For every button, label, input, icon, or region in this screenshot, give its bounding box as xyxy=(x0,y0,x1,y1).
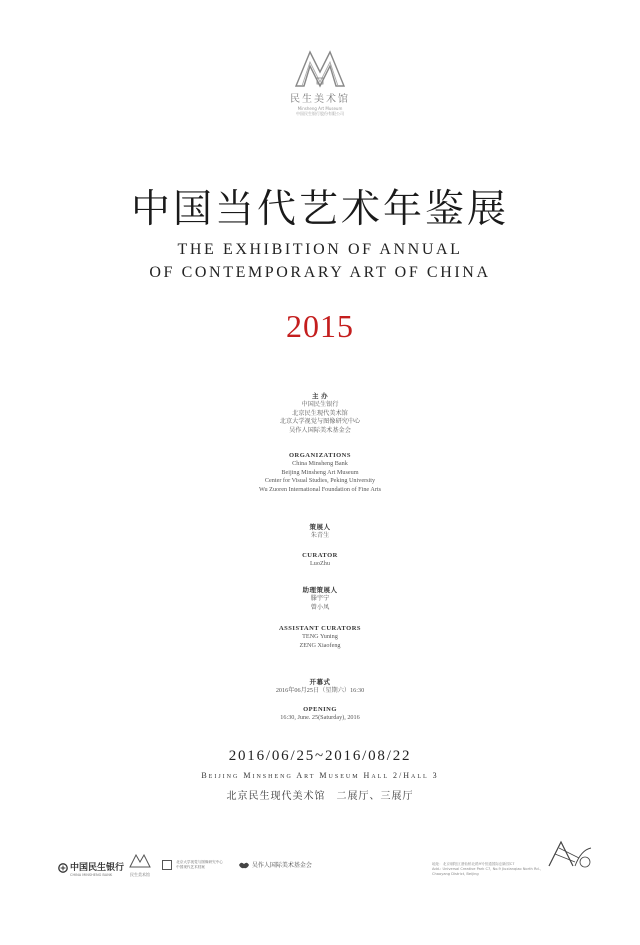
organizers-cn-line: 吴作人国际美术基金会 xyxy=(289,426,351,434)
organizers-cn-heading: 主 办 xyxy=(311,393,329,400)
museum-logo-sub-cn: 中国民生银行股份有限公司 xyxy=(296,111,344,116)
address-line-en: Add.: Universal Creative Park C7, No.9 Jiuxianqiao North Rd., Chaoyang District, Beijing xyxy=(432,867,542,876)
assistant-curators-cn xyxy=(0,586,640,612)
organizers-cn-line: 北京大学视觉与图像研究中心 xyxy=(279,418,361,426)
organizers-en-heading: ORGANIZATIONS xyxy=(288,452,351,459)
opening-en-line: 16:30, June. 25(Saturday), 2016 xyxy=(280,714,360,721)
venue-chinese: 北京民生现代美术馆 二展厅、三展厅 xyxy=(226,791,414,802)
assistant-en-line: TENG Yuning xyxy=(302,633,338,640)
opening-en xyxy=(0,705,640,723)
foundation-name: 吴作人国际美术基金会 xyxy=(251,862,312,869)
museum-logo-mark-icon xyxy=(292,48,348,88)
museum-small-caption: 民生美术馆 xyxy=(130,872,150,877)
opening-cn-heading: 开幕式 xyxy=(309,679,331,686)
curator-cn-line: 朱青生 xyxy=(310,532,330,539)
title-chinese: 中国当代艺术年鉴展 xyxy=(130,187,509,232)
pku-line2: 中国现代艺术档案 xyxy=(176,865,205,869)
title-english-line1: THE EXHIBITION OF ANNUAL xyxy=(177,241,463,258)
sponsor-foundation xyxy=(238,860,312,870)
organizers-en xyxy=(0,451,640,494)
organizers-en-line: Beijing Minsheng Art Museum xyxy=(281,468,359,476)
curator-cn-heading: 策展人 xyxy=(309,524,331,531)
pku-line1: 北京大学视觉与图像研究中心 xyxy=(176,860,223,864)
title-english-line2: OF CONTEMPORARY ART OF CHINA xyxy=(149,264,491,281)
museum-logo-name: 民生美术馆 xyxy=(290,94,350,105)
exhibition-dates: 2016/06/25~2016/08/22 xyxy=(228,748,412,764)
sponsor-pku xyxy=(162,860,223,870)
museum-small-logo-icon xyxy=(129,854,151,868)
bank-name: 中国民生银行 xyxy=(70,863,125,873)
organizers-cn-line: 中国民生银行 xyxy=(301,401,339,408)
assistant-cn-line: 曾小凤 xyxy=(310,603,330,611)
assistant-cn-heading: 助理策展人 xyxy=(302,587,338,594)
assistant-curators-en xyxy=(0,624,640,650)
foundation-ox-icon xyxy=(238,861,250,870)
assistant-cn-line: 滕宇宁 xyxy=(310,595,330,602)
venue-english: Beijing Minsheng Art Museum Hall 2/Hall 3 xyxy=(201,771,439,780)
address xyxy=(432,862,547,877)
museum-logo xyxy=(280,48,360,117)
opening-en-heading: OPENING xyxy=(303,706,337,713)
curator-en-line: LuoZhu xyxy=(310,560,330,567)
assistant-en-heading: ASSISTANT CURATORS xyxy=(278,625,362,632)
opening-cn xyxy=(0,678,640,696)
opening-cn-line: 2016年06月25日（星期六）16:30 xyxy=(275,687,365,694)
bank-logo-icon xyxy=(58,863,68,873)
organizers-cn xyxy=(0,392,640,435)
curator-en-heading: CURATOR xyxy=(302,552,338,559)
sponsor-archive-emblem xyxy=(545,836,595,874)
organizers-en-line: Center for Visual Studies, Peking University xyxy=(264,477,376,485)
curator-en xyxy=(0,551,640,569)
sponsor-minsheng-bank xyxy=(58,860,124,877)
organizers-en-line: Wu Zuoren International Foundation of Fine Arts xyxy=(258,485,382,493)
organizers-en-line: China Minsheng Bank xyxy=(292,460,348,467)
title-year: 2015 xyxy=(286,308,354,344)
archive-emblem-icon xyxy=(545,836,595,870)
sponsor-museum xyxy=(125,853,155,878)
curator-cn xyxy=(0,523,640,541)
address-line-cn: 地址：北京朝阳区酒仙桥北路9号恒通国际创新园C7 xyxy=(432,862,515,866)
organizers-cn-line: 北京民生现代美术馆 xyxy=(292,409,348,417)
assistant-en-line: ZENG Xiaofeng xyxy=(299,641,341,649)
pku-logo-icon xyxy=(162,860,172,870)
bank-name-en: CHINA MINSHENG BANK xyxy=(70,873,113,877)
museum-logo-sub-en: Minsheng Art Museum xyxy=(297,106,343,111)
